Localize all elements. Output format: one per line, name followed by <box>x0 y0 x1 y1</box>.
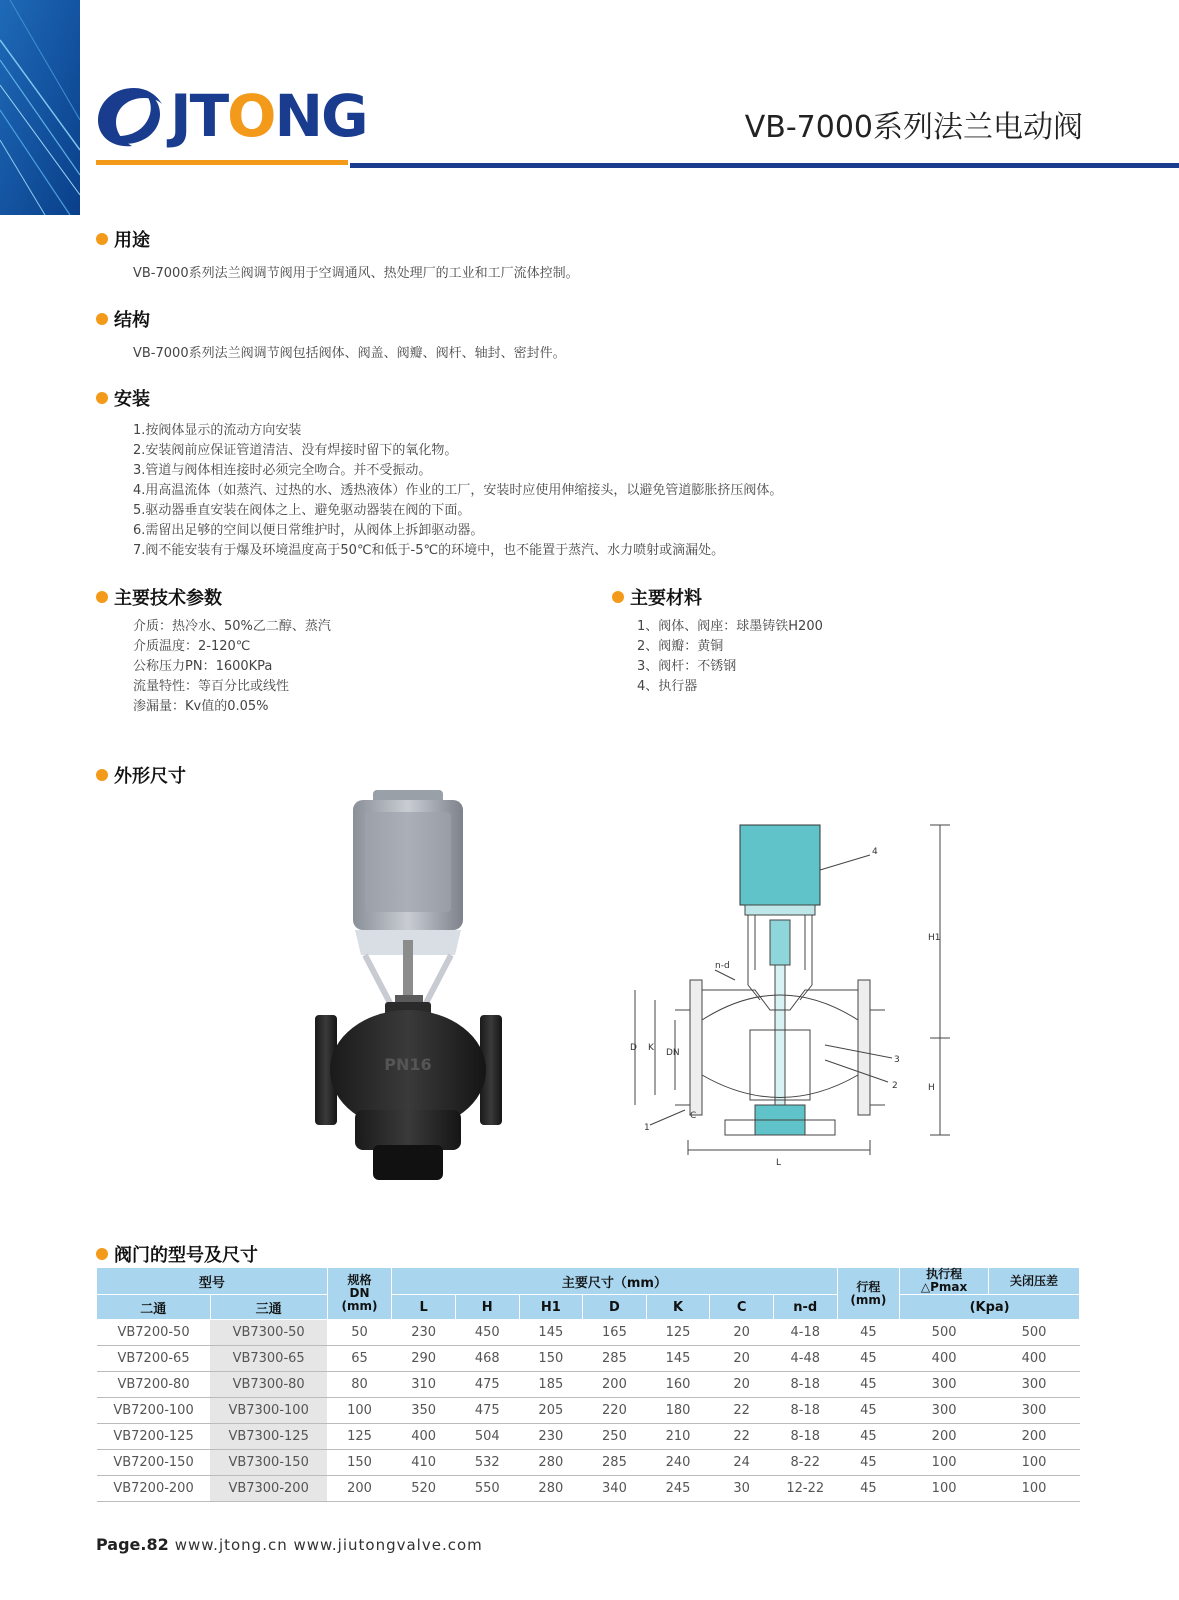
bullet-icon <box>612 591 624 603</box>
body-mark-text: PN16 <box>384 1055 432 1074</box>
header-col-d: D <box>583 1295 647 1320</box>
label-part-4: 4 <box>872 847 878 857</box>
label-h: H <box>928 1083 935 1093</box>
list-item: 3、阀杆：不锈钢 <box>637 659 737 674</box>
label-d: D <box>630 1043 637 1053</box>
list-item: 2、阀瓣：黄铜 <box>637 639 724 654</box>
table-row: VB7200-80 VB7300-80 80 310 475 185 200 160 20 8-18 45 300 300 <box>97 1372 1080 1398</box>
footer-urls: www.jtong.cn www.jiutongvalve.com <box>174 1536 483 1554</box>
valve-product-photo <box>315 790 515 1195</box>
list-item: 4、执行器 <box>637 679 698 694</box>
valve-technical-drawing <box>630 820 970 1185</box>
label-part-2: 2 <box>892 1081 898 1091</box>
label-part-1: 1 <box>644 1123 650 1133</box>
header-main-dims: 主要尺寸（mm） <box>392 1268 837 1295</box>
table-row: VB7200-100 VB7300-100 100 350 475 205 220 180 22 8-18 45 300 300 <box>97 1398 1080 1424</box>
bullet-icon <box>96 591 108 603</box>
header-close-pressure: 关闭压差 <box>989 1268 1080 1295</box>
section-heading-dimensions: 外形尺寸 <box>96 762 186 788</box>
section-heading-usage: 用途 <box>96 226 150 252</box>
list-item: 4.用高温流体（如蒸汽、过热的水、透热液体）作业的工厂，安装时应使用伸缩接头，以避免管道膨胀挤压阀体。 <box>133 483 783 498</box>
label-c: C <box>690 1111 697 1121</box>
header-col-h1: H1 <box>519 1295 583 1320</box>
header-two-way: 二通 <box>97 1295 210 1320</box>
list-item: 2.安装阀前应保证管道清洁、没有焊接时留下的氧化物。 <box>133 443 458 458</box>
label-k: K <box>648 1043 654 1053</box>
section-heading-materials: 主要材料 <box>612 584 702 610</box>
header-dn: 规格 DN (mm) <box>327 1268 392 1320</box>
list-item: 1、阀体、阀座：球墨铸铁H200 <box>637 619 823 634</box>
label-l: L <box>776 1158 782 1168</box>
page-title: VB-7000系列法兰电动阀 <box>744 110 1083 145</box>
list-item: 7.阀不能安装有于爆及环境温度高于50℃和低于-5℃的环境中，也不能置于蒸汽、水力喷射或滴漏处。 <box>133 543 725 558</box>
bullet-icon <box>96 392 108 404</box>
params-list <box>133 617 331 717</box>
table-row: VB7200-50 VB7300-50 50 230 450 145 165 125 20 4-18 45 500 500 <box>97 1320 1080 1346</box>
logo-underline <box>96 160 348 165</box>
label-dn: DN <box>666 1048 680 1058</box>
header-col-h: H <box>455 1295 519 1320</box>
usage-text: VB-7000系列法兰阀调节阀用于空调通风、热处理厂的工业和工厂流体控制。 <box>133 266 579 281</box>
page-number: Page.82 <box>96 1535 169 1554</box>
list-item: 介质：热冷水、50%乙二醇、蒸汽 <box>133 619 331 634</box>
bullet-icon <box>96 769 108 781</box>
install-list <box>133 421 782 561</box>
list-item: 介质温度：2-120℃ <box>133 639 251 654</box>
list-item: 流量特性：等百分比或线性 <box>133 679 290 694</box>
header-col-nd: n-d <box>773 1295 837 1320</box>
header-col-c: C <box>710 1295 774 1320</box>
corner-decoration <box>0 0 80 215</box>
table-row: VB7200-200 VB7300-200 200 520 550 280 340 245 30 12-22 45 100 100 <box>97 1476 1080 1502</box>
section-heading-params: 主要技术参数 <box>96 584 222 610</box>
brand-wordmark: JTONG <box>170 82 367 150</box>
section-heading-structure: 结构 <box>96 306 150 332</box>
table-row: VB7200-125 VB7300-125 125 400 504 230 250 210 22 8-18 45 200 200 <box>97 1424 1080 1450</box>
page-footer <box>96 1535 483 1554</box>
materials-list <box>637 617 823 697</box>
table-row: VB7200-65 VB7300-65 65 290 468 150 285 145 20 4-48 45 400 400 <box>97 1346 1080 1372</box>
model-spec-table <box>97 1268 1080 1502</box>
list-item: 1.按阀体显示的流动方向安装 <box>133 423 302 438</box>
label-nd: n-d <box>715 961 730 971</box>
bullet-icon <box>96 313 108 325</box>
list-item: 公称压力PN：1600KPa <box>133 659 273 674</box>
header-type: 型号 <box>97 1268 327 1295</box>
section-heading-models: 阀门的型号及尺寸 <box>96 1241 258 1267</box>
header-three-way: 三通 <box>210 1295 327 1320</box>
structure-text: VB-7000系列法兰阀调节阀包括阀体、阀盖、阀瓣、阀杆、轴封、密封件。 <box>133 346 566 361</box>
header-actuator: 执行程 △Pmax <box>900 1268 989 1295</box>
header-stroke: 行程 (mm) <box>837 1268 900 1320</box>
section-heading-install: 安装 <box>96 385 150 411</box>
header-col-k: K <box>646 1295 710 1320</box>
list-item: 5.驱动器垂直安装在阀体之上、避免驱动器装在阀的下面。 <box>133 503 471 518</box>
bullet-icon <box>96 1248 108 1260</box>
label-h1: H1 <box>928 933 941 943</box>
label-part-3: 3 <box>894 1055 900 1065</box>
header-kpa: (Kpa) <box>900 1295 1080 1320</box>
list-item: 3.管道与阀体相连接时必须完全吻合。并不受振动。 <box>133 463 432 478</box>
list-item: 渗漏量：Kv值的0.05% <box>133 699 269 714</box>
bullet-icon <box>96 233 108 245</box>
header-col-l: L <box>392 1295 456 1320</box>
table-row: VB7200-150 VB7300-150 150 410 532 280 285 240 24 8-22 45 100 100 <box>97 1450 1080 1476</box>
list-item: 6.需留出足够的空间以便日常维护时，从阀体上拆卸驱动器。 <box>133 523 484 538</box>
header-rule <box>350 163 1179 168</box>
